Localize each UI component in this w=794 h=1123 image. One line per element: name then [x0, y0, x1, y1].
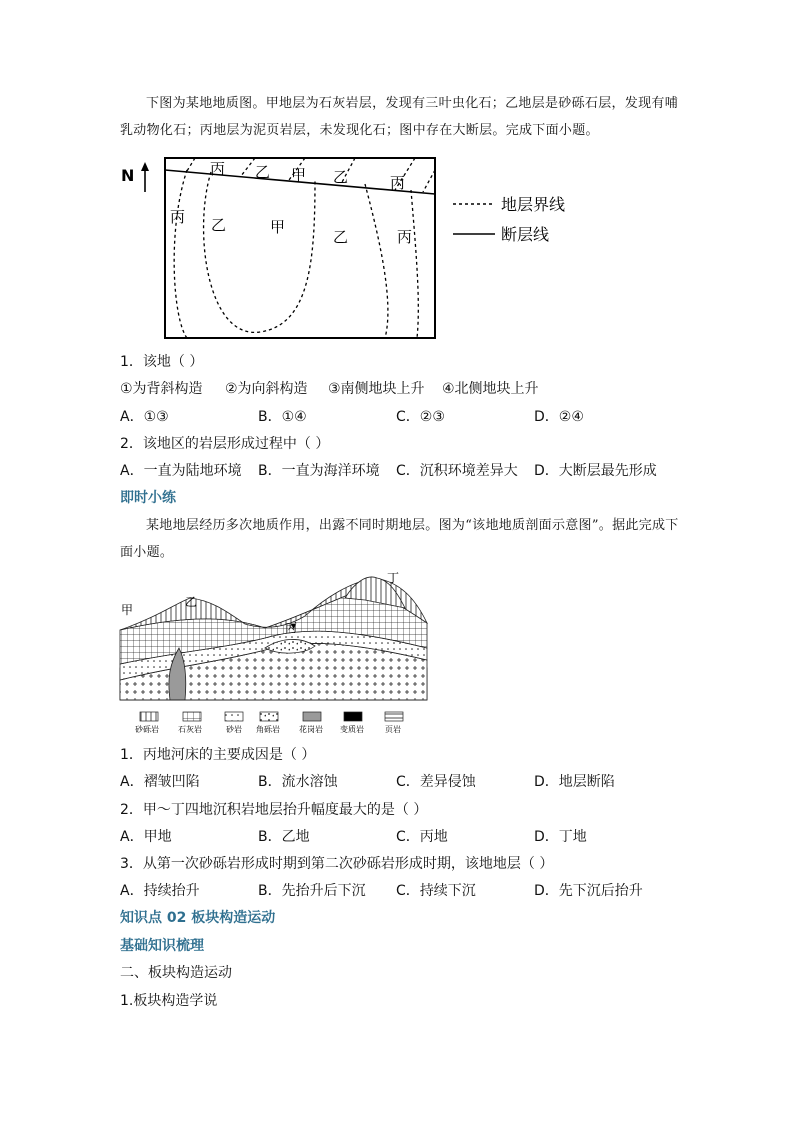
option-b[interactable]: B．①④	[258, 409, 307, 425]
practice-1-stem: 1．丙地河床的主要成因是（ ）	[120, 747, 316, 763]
practice-3-options	[120, 880, 680, 900]
geologic-map-figure	[115, 150, 595, 345]
option-d[interactable]: D．②④	[534, 409, 584, 425]
option-d[interactable]: D．大断层最先形成	[534, 463, 657, 479]
map-label: 丙	[397, 228, 413, 246]
section-label: 甲	[121, 603, 134, 617]
option-c[interactable]: C．沉积环境差异大	[396, 463, 518, 479]
map-label: 乙	[211, 216, 227, 234]
option-d[interactable]: D．地层断陷	[534, 774, 615, 790]
option-a[interactable]: A．一直为陆地环境	[120, 463, 242, 479]
option-a[interactable]: A．持续抬升	[120, 883, 200, 899]
option-b[interactable]: B．乙地	[258, 829, 310, 845]
option-b[interactable]: B．先抬升后下沉	[258, 883, 366, 899]
map-label: 甲	[270, 218, 286, 236]
map-label: 甲	[291, 166, 307, 184]
north-label: N	[121, 166, 135, 185]
map-label: 乙	[333, 168, 349, 186]
question-2-options	[120, 460, 680, 480]
legend-label: 石灰岩	[178, 725, 202, 734]
question-1-statements	[120, 378, 680, 398]
option-a[interactable]: A．褶皱凹陷	[120, 774, 200, 790]
question-1-options	[120, 406, 680, 426]
practice-2-options	[120, 826, 680, 846]
option-a[interactable]: A．①③	[120, 409, 169, 425]
option-d[interactable]: D．丁地	[534, 829, 587, 845]
geologic-section-figure	[115, 568, 435, 734]
intro-paragraph-1: 下图为某地地质图。甲地层为石灰岩层，发现有三叶虫化石；乙地层是砂砾石层，发现有哺乳动物化石；丙地层为泥页岩层，未发现化石；图中存在大断层。完成下面小题。	[120, 96, 679, 138]
legend-label: 页岩	[385, 725, 401, 734]
map-label: 丙	[390, 174, 406, 192]
map-label: 乙	[333, 228, 349, 246]
section-label: 乙	[185, 595, 198, 609]
map-label: 丙	[210, 160, 226, 178]
option-c[interactable]: C．丙地	[396, 829, 448, 845]
option-c[interactable]: C．差异侵蚀	[396, 774, 476, 790]
legend-label: 变质岩	[340, 725, 364, 734]
intro-paragraph-2: 某地地层经历多次地质作用，出露不同时期地层。图为“该地地质剖面示意图”。据此完成下面小题。	[120, 518, 679, 560]
statement: ②为向斜构造	[225, 381, 308, 397]
legend-label: 砂岩	[226, 725, 242, 734]
map-label: 丙	[170, 208, 186, 226]
section-label: 丙	[285, 621, 298, 635]
legend-boundary-label: 地层界线	[501, 195, 566, 214]
question-2-stem: 2．该地区的岩层形成过程中（ ）	[120, 436, 330, 452]
statement: ④北侧地块上升	[442, 381, 539, 397]
option-c[interactable]: C．②③	[396, 409, 445, 425]
basic-knowledge-heading: 基础知识梳理	[120, 938, 204, 954]
option-c[interactable]: C．持续下沉	[396, 883, 476, 899]
section-label: 丁	[387, 571, 400, 585]
statement: ①为背斜构造	[120, 381, 203, 397]
legend-fault-label: 断层线	[501, 225, 550, 244]
option-d[interactable]: D．先下沉后抬升	[534, 883, 643, 899]
option-b[interactable]: B．一直为海洋环境	[258, 463, 380, 479]
practice-3-stem: 3．从第一次砂砾岩形成时期到第二次砂砾岩形成时期，该地地层（ ）	[120, 856, 554, 872]
legend-label: 花岗岩	[299, 725, 323, 734]
statement: ③南侧地块上升	[328, 381, 425, 397]
question-1-stem: 1．该地（ ）	[120, 354, 204, 370]
map-label: 乙	[255, 163, 271, 181]
subsection-heading: 1.板块构造学说	[120, 993, 218, 1009]
practice-2-stem: 2．甲～丁四地沉积岩地层抬升幅度最大的是（ ）	[120, 802, 428, 818]
section-heading: 二、板块构造运动	[120, 965, 232, 981]
option-a[interactable]: A．甲地	[120, 829, 172, 845]
practice-heading: 即时小练	[120, 490, 176, 506]
legend-label: 砂砾岩	[135, 725, 159, 734]
option-b[interactable]: B．流水溶蚀	[258, 774, 338, 790]
knowledge-point-heading: 知识点 02 板块构造运动	[120, 910, 276, 926]
practice-1-options	[120, 771, 680, 791]
legend-label: 角砾岩	[256, 725, 280, 734]
